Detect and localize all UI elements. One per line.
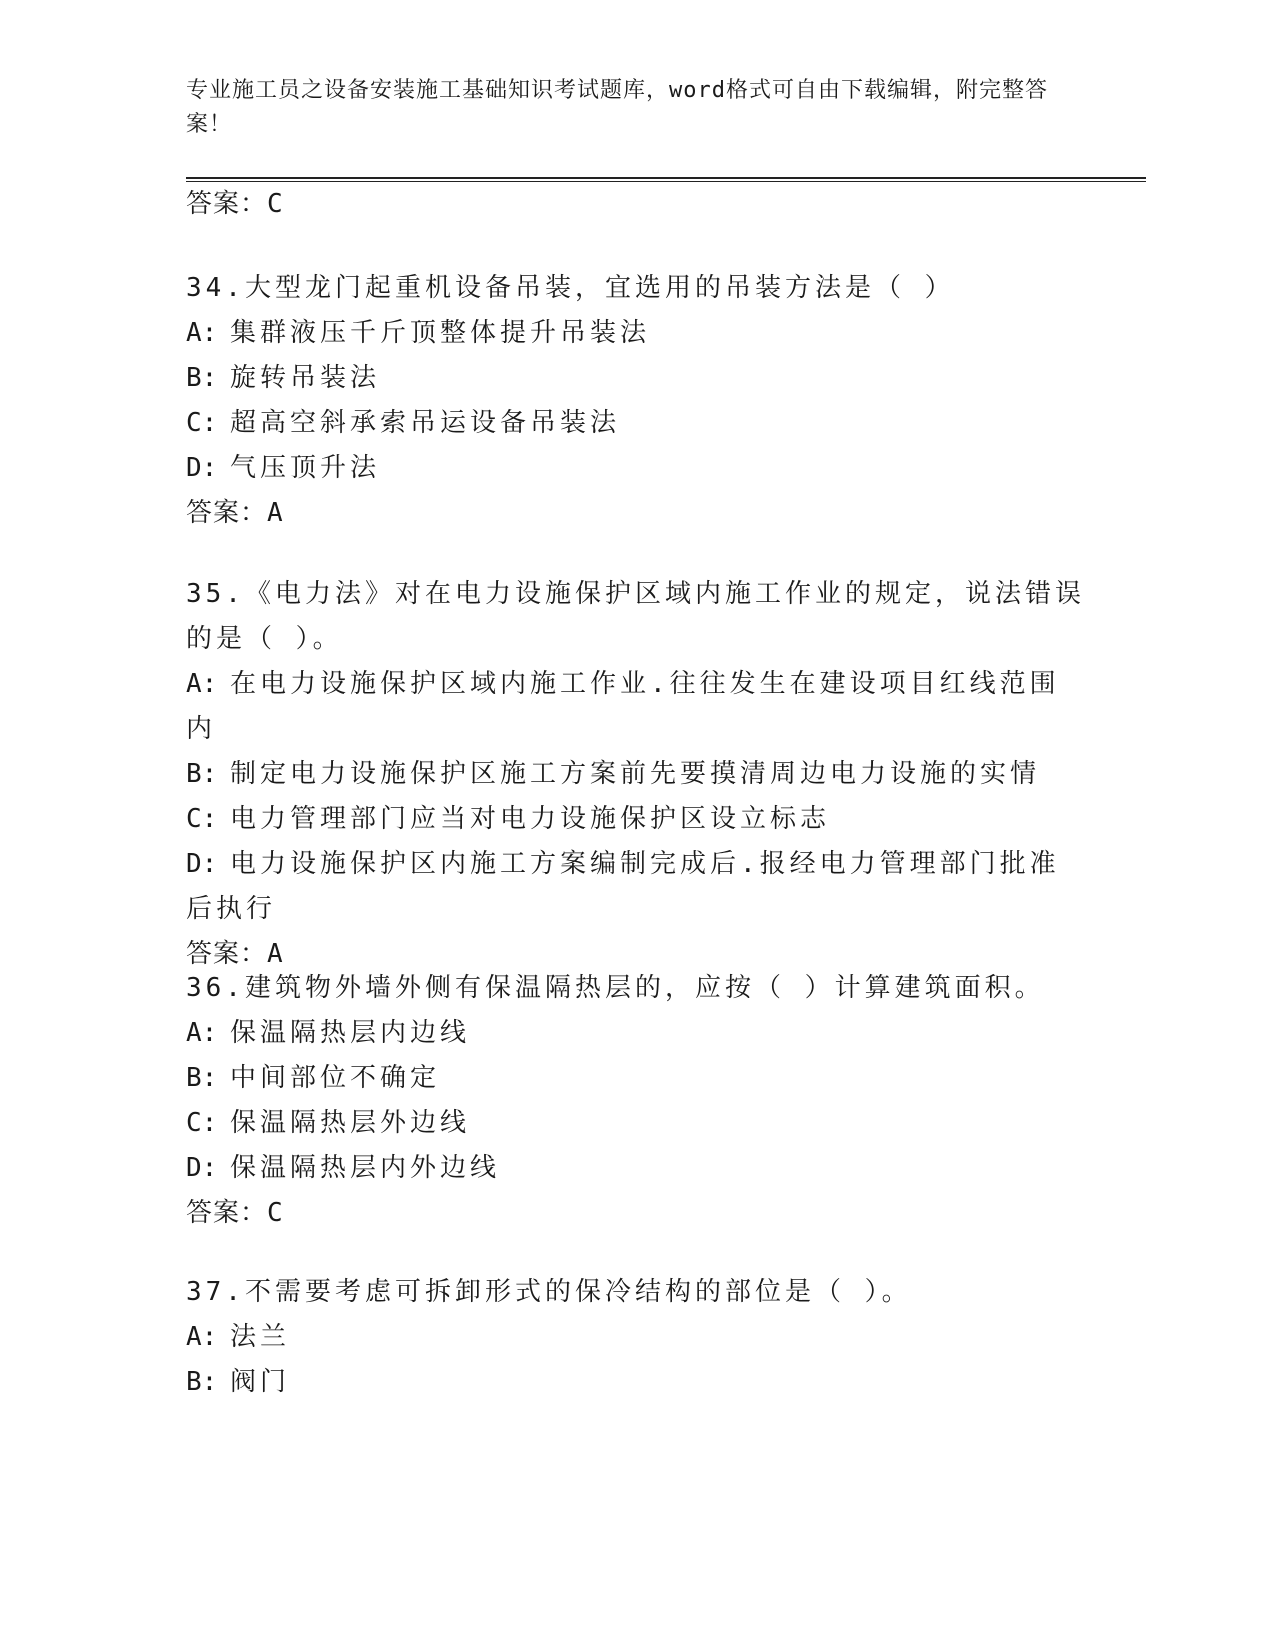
option-c	[186, 797, 1086, 842]
answer-value: A	[267, 498, 284, 528]
answer-value: A	[267, 939, 284, 969]
option-key: B:	[186, 759, 218, 789]
option-d	[186, 446, 1086, 491]
option-text: 集群液压千斤顶整体提升吊装法	[230, 318, 651, 348]
option-key: D:	[186, 849, 218, 879]
question-stem: 35.《电力法》对在电力设施保护区域内施工作业的规定，说法错误的是（ ）。	[186, 579, 1085, 654]
option-text: 电力管理部门应当对电力设施保护区设立标志	[230, 804, 831, 834]
option-text: 保温隔热层外边线	[230, 1108, 471, 1138]
option-b	[186, 1056, 1086, 1101]
option-key: B:	[186, 363, 218, 393]
option-a	[186, 1315, 1086, 1360]
option-text: 阀门	[230, 1367, 291, 1397]
question-stem: 36.建筑物外墙外侧有保温隔热层的，应按（ ）计算建筑面积。	[186, 973, 1045, 1003]
option-a	[186, 1011, 1086, 1056]
header-text: 专业施工员之设备安装施工基础知识考试题库，word格式可自由下载编辑，附完整答案！	[186, 78, 1048, 137]
option-key: D:	[186, 1153, 218, 1183]
option-text: 法兰	[230, 1322, 291, 1352]
question-stem: 34.大型龙门起重机设备吊装，宜选用的吊装方法是（ ）	[186, 273, 955, 303]
option-key: B:	[186, 1063, 218, 1093]
option-b	[186, 1360, 1086, 1405]
option-key: C:	[186, 804, 218, 834]
question-34	[186, 266, 1086, 536]
option-key: D:	[186, 453, 218, 483]
header-divider	[186, 177, 1146, 182]
option-key: C:	[186, 1108, 218, 1138]
question-stem: 37.不需要考虑可拆卸形式的保冷结构的部位是（ ）。	[186, 1277, 912, 1307]
option-key: A:	[186, 1322, 218, 1352]
previous-answer	[186, 186, 284, 222]
option-a	[186, 311, 1086, 356]
option-text: 在电力设施保护区域内施工作业.往往发生在建设项目红线范围内	[186, 669, 1060, 744]
question-35	[186, 572, 1086, 977]
option-text: 保温隔热层内边线	[230, 1018, 471, 1048]
option-key: A:	[186, 318, 218, 348]
option-b	[186, 752, 1086, 797]
answer-label: 答案：	[186, 189, 268, 219]
document-header	[186, 74, 1066, 142]
option-key: B:	[186, 1367, 218, 1397]
option-text: 旋转吊装法	[230, 363, 381, 393]
option-text: 超高空斜承索吊运设备吊装法	[230, 408, 621, 438]
option-key: C:	[186, 408, 218, 438]
answer-label: 答案：	[186, 1198, 268, 1228]
option-d	[186, 842, 1086, 932]
option-key: A:	[186, 1018, 218, 1048]
answer-label: 答案：	[186, 939, 268, 969]
question-37	[186, 1270, 1086, 1405]
option-text: 中间部位不确定	[230, 1063, 441, 1093]
option-text: 电力设施保护区内施工方案编制完成后.报经电力管理部门批准后执行	[186, 849, 1060, 924]
question-36	[186, 966, 1086, 1236]
answer-value: C	[267, 1198, 284, 1228]
answer-value: C	[267, 189, 284, 219]
option-b	[186, 356, 1086, 401]
question-answer	[186, 1191, 1086, 1236]
question-answer	[186, 491, 1086, 536]
option-key: A:	[186, 669, 218, 699]
option-text: 气压顶升法	[230, 453, 381, 483]
option-c	[186, 401, 1086, 446]
option-c	[186, 1101, 1086, 1146]
option-a	[186, 662, 1086, 752]
answer-label: 答案：	[186, 498, 268, 528]
option-d	[186, 1146, 1086, 1191]
option-text: 制定电力设施保护区施工方案前先要摸清周边电力设施的实情	[230, 759, 1041, 789]
option-text: 保温隔热层内外边线	[230, 1153, 501, 1183]
